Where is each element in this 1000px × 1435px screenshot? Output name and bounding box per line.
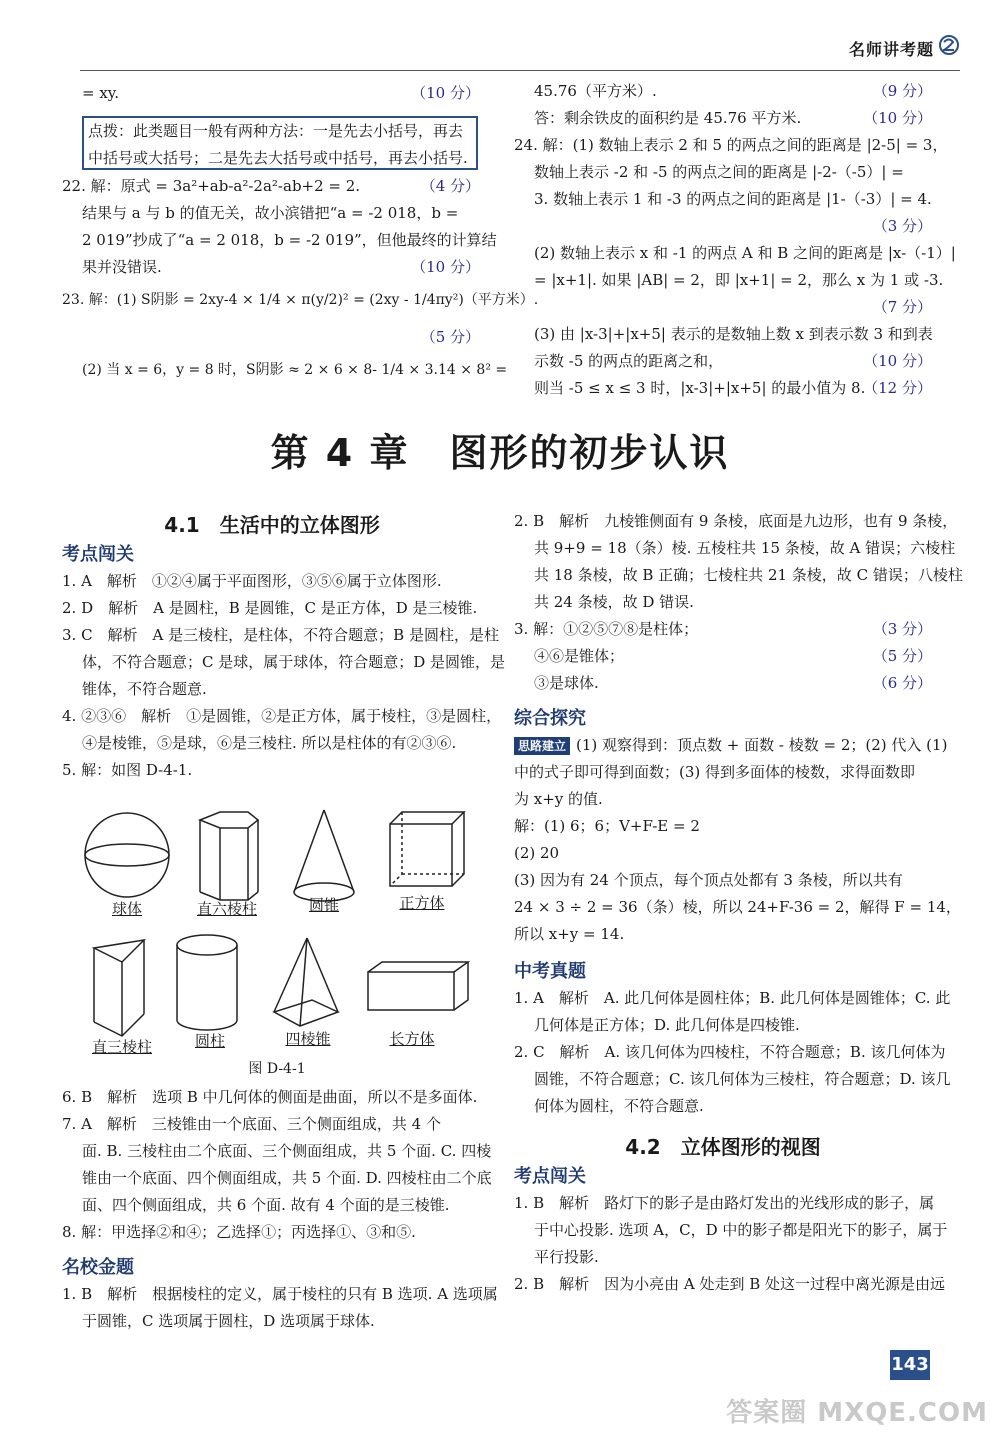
answer-line: 结果与 a 与 b 的值无关，故小滨错把“a = -2 018，b = bbox=[82, 204, 459, 222]
answer-line: 2. B 解析 因为小亮由 A 处走到 B 处这一过程中离光源是由远 bbox=[514, 1275, 946, 1293]
answer-line: 3. 解：①②⑤⑦⑧是柱体； （3 分） bbox=[514, 616, 932, 643]
answer-line: 体，不符合题意；C 是球，属于球体，符合题意；D 是圆锥，是 bbox=[82, 653, 506, 671]
score: （10 分） bbox=[863, 109, 932, 127]
score: （4 分） bbox=[420, 177, 480, 195]
answer-line: 2. B 解析 九棱锥侧面有 9 条棱，底面是九边形，也有 9 条棱， bbox=[514, 512, 958, 530]
answer-line: 1. A 解析 A. 此几何体是圆柱体；B. 此几何体是圆锥体；C. 此 bbox=[514, 989, 951, 1007]
header-rule bbox=[80, 70, 960, 71]
shape-label: 长方体 bbox=[389, 1030, 435, 1048]
hint-line: 思路建立 (1) 观察得到：顶点数 + 面数 - 棱数 = 2；(2) 代入 (1) bbox=[514, 732, 932, 759]
answer-line: 1. B 解析 根据棱柱的定义，属于棱柱的只有 B 选项. A 选项属 bbox=[62, 1285, 498, 1303]
answer-line: 共 18 条棱，故 B 正确；七棱柱共 21 条棱，故 C 错误；八棱柱 bbox=[534, 566, 963, 584]
score: （6 分） bbox=[872, 674, 932, 692]
cube-shape bbox=[390, 812, 464, 886]
answer-line: 24 × 3 ÷ 2 = 36（条）棱，所以 24+F-36 = 2，解得 F = 14， bbox=[514, 898, 961, 916]
answer-line: ④⑥是锥体； （5 分） bbox=[514, 643, 932, 670]
watermark: 答案圈 MXQE.COM bbox=[726, 1398, 988, 1428]
answer-line: 4. ②③⑥ 解析 ①是圆锥，②是正方体，属于棱柱，③是圆柱， bbox=[62, 707, 502, 725]
answer-line: 23. 解：(1) S阴影 = 2xy-4 × 1/4 × π(y/2)² = (2xy - 1/4πy²)（平方米）. bbox=[62, 292, 539, 308]
subsection-heading: 综合探究 bbox=[514, 708, 586, 729]
cylinder-shape bbox=[177, 935, 237, 1030]
answer-line: 数轴上表示 -2 和 -5 的两点之间的距离是 |-2-（-5）| = bbox=[534, 163, 904, 181]
answer-line: 何体为圆柱，不符合题意. bbox=[534, 1097, 704, 1115]
subsection-heading: 名校金题 bbox=[62, 1257, 134, 1278]
tri-prism-shape bbox=[94, 940, 144, 1036]
answer-line: (2) 20 bbox=[514, 844, 560, 862]
answer-line: 8. 解：甲选择②和④；乙选择①；丙选择①、③和⑤. bbox=[62, 1223, 416, 1241]
shape-label: 正方体 bbox=[399, 894, 445, 912]
score: （9 分） bbox=[872, 82, 932, 100]
answer-line: 24. 解：(1) 数轴上表示 2 和 5 的两点之间的距离是 |2-5| = 3， bbox=[514, 136, 948, 154]
answer-line: 6. B 解析 选项 B 中几何体的侧面是曲面，所以不是多面体. bbox=[62, 1088, 478, 1106]
answer-line: 果并没错误. （10 分） bbox=[62, 254, 480, 281]
answer-line: 于中心投影. 选项 A，C，D 中的影子都是阳光下的影子，属于 bbox=[534, 1221, 948, 1239]
answer-line: 45.76（平方米）. （9 分） bbox=[514, 78, 932, 105]
score: （10 分） bbox=[411, 84, 480, 102]
answer-line bbox=[514, 294, 932, 321]
answer-line: 锥由一个底面、四个侧面组成，共 5 个面. D. 四棱柱由二个底 bbox=[82, 1169, 492, 1187]
hint-line: 为 x+y 的值. bbox=[514, 790, 603, 808]
shape-label: 圆锥 bbox=[308, 896, 339, 914]
answer-line: 22. 解：原式 = 3a²+ab-a²-2a²-ab+2 = 2. （4 分） bbox=[62, 173, 480, 200]
chapter-title: 第 4 章 图形的初步认识 bbox=[270, 431, 730, 475]
tip-line: 中括号或大括号；二是先去大括号或中括号，再去小括号. bbox=[88, 149, 468, 167]
answer-line: 面. B. 三棱柱由二个底面、三个侧面组成，共 5 个面. C. 四棱 bbox=[82, 1142, 492, 1160]
right-top-answers bbox=[514, 78, 956, 402]
left-top-answers bbox=[82, 80, 480, 107]
answer-line: 3. 数轴上表示 1 和 -3 的两点之间的距离是 |1-（-3）| = 4. bbox=[534, 190, 932, 208]
answer-line: (2) 数轴上表示 x 和 -1 的两点 A 和 B 之间的距离是 |x-（-1）| bbox=[534, 244, 956, 262]
hex-prism-shape bbox=[200, 812, 258, 900]
answer-line: 示数 -5 的两点的距离之和， （10 分） bbox=[514, 348, 932, 375]
score: （3 分） bbox=[872, 217, 932, 235]
answer-line: ④是棱锥，⑤是球，⑥是三棱柱. 所以是柱体的有②③⑥. bbox=[82, 734, 457, 752]
hint-line: 中的式子即可得到面数；(3) 得到多面体的棱数，求得面数即 bbox=[514, 763, 916, 781]
answer-line: 圆锥，不符合题意；C. 该几何体为三棱柱，符合题意；D. 该几 bbox=[534, 1070, 951, 1088]
score: （12 分） bbox=[863, 379, 932, 397]
score: （5 分） bbox=[872, 647, 932, 665]
subsection-heading: 考点闯关 bbox=[62, 544, 134, 565]
answer-line: 共 24 条棱，故 D 错误. bbox=[534, 593, 694, 611]
answer-line: (3) 由 |x-3|+|x+5| 表示的是数轴上数 x 到表示数 3 和到表 bbox=[534, 325, 933, 343]
answer-line bbox=[514, 213, 932, 240]
idea-tag: 思路建立 bbox=[514, 737, 570, 755]
left-top-answers-2 bbox=[62, 173, 539, 384]
answer-line: 面、四个侧面组成，共 6 个面. 故有 4 个面的是三棱锥. bbox=[82, 1196, 450, 1214]
score: （10 分） bbox=[411, 258, 480, 276]
answer-line: 3. C 解析 A 是三棱柱，是柱体，不符合题意；B 是圆柱，是柱 bbox=[62, 626, 499, 644]
subsection-heading: 中考真题 bbox=[514, 961, 586, 982]
score: （3 分） bbox=[872, 620, 932, 638]
subsection-heading: 考点闯关 bbox=[514, 1166, 586, 1187]
answer-line bbox=[62, 324, 480, 351]
answer-line: 锥体，不符合题意. bbox=[82, 680, 207, 698]
answer-line: = xy. （10 分） bbox=[82, 80, 480, 107]
shape-label: 圆柱 bbox=[194, 1032, 225, 1050]
section-4-1 bbox=[62, 512, 506, 784]
sphere-shape bbox=[85, 813, 169, 897]
answer-line: 1. B 解析 路灯下的影子是由路灯发出的光线形成的影子，属 bbox=[514, 1194, 935, 1212]
answer-line: 共 9+9 = 18（条）棱. 五棱柱共 15 条棱，故 A 错误；六棱柱 bbox=[534, 539, 956, 557]
score: （5 分） bbox=[420, 328, 480, 346]
answer-line: = |x+1|. 如果 |AB| = 2，即 |x+1| = 2，那么 x 为 1 或 -3. bbox=[534, 271, 944, 289]
series-brand: 名师讲考题 bbox=[848, 40, 934, 59]
shape-label: 直六棱柱 bbox=[196, 900, 257, 918]
shape-label: 四棱锥 bbox=[285, 1030, 331, 1048]
answer-line: 7. A 解析 三棱锥由一个底面、三个侧面组成，共 4 个 bbox=[62, 1115, 441, 1133]
score: （10 分） bbox=[863, 352, 932, 370]
shape-label: 球体 bbox=[111, 900, 142, 918]
answer-line: 答：剩余铁皮的面积约是 45.76 平方米. （10 分） bbox=[514, 105, 932, 132]
answer-line: 于圆锥，C 选项属于圆柱，D 选项属于球体. bbox=[82, 1312, 375, 1330]
pyramid-shape bbox=[274, 938, 338, 1026]
solids-figure bbox=[72, 800, 482, 1080]
tip-line: 点拨：此类题目一般有两种方法：一是先去小括号，再去 bbox=[88, 122, 464, 140]
answer-line: ③是球体. （6 分） bbox=[514, 670, 932, 697]
right-bottom-answers bbox=[514, 508, 963, 1298]
answer-line: 所以 x+y = 14. bbox=[514, 925, 625, 943]
score: （7 分） bbox=[872, 298, 932, 316]
answer-line: 平行投影. bbox=[534, 1248, 599, 1266]
cone-shape bbox=[294, 810, 354, 901]
answer-line: 2. D 解析 A 是圆柱，B 是圆锥，C 是正方体，D 是三棱锥. bbox=[62, 599, 478, 617]
answer-line: 2. C 解析 A. 该几何体为四棱柱，不符合题意；B. 该几何体为 bbox=[514, 1043, 946, 1061]
section-title: 4.2 立体图形的视图 bbox=[625, 1135, 821, 1159]
shape-label: 直三棱柱 bbox=[91, 1038, 152, 1056]
answer-line: (3) 因为有 24 个顶点，每个顶点处都有 3 条棱，所以共有 bbox=[514, 871, 903, 889]
brand-logo-icon bbox=[938, 34, 960, 56]
answer-line: 5. 解：如图 D-4-1. bbox=[62, 761, 193, 779]
tip-box bbox=[82, 116, 478, 170]
section-4-1-cont bbox=[62, 1084, 498, 1335]
cuboid-shape bbox=[368, 962, 468, 1010]
figure-caption: 图 D-4-1 bbox=[248, 1061, 306, 1077]
page-number: 143 bbox=[890, 1350, 930, 1380]
answer-line: 几何体是正方体；D. 此几何体是四棱锥. bbox=[534, 1016, 800, 1034]
answer-line: 1. A 解析 ①②④属于平面图形，③⑤⑥属于立体图形. bbox=[62, 572, 442, 590]
answer-line: 则当 -5 ≤ x ≤ 3 时，|x-3|+|x+5| 的最小值为 8. （12 分） bbox=[514, 375, 932, 402]
answer-line: 解：(1) 6；6；V+F-E = 2 bbox=[514, 817, 700, 835]
section-title: 4.1 生活中的立体图形 bbox=[164, 513, 380, 537]
answer-line: 2 019”抄成了“a = 2 018，b = -2 019”，但他最终的计算结 bbox=[82, 231, 497, 249]
answer-line: (2) 当 x = 6，y = 8 时，S阴影 ≈ 2 × 6 × 8- 1/4 × 3.14 × 8² = bbox=[82, 362, 508, 378]
